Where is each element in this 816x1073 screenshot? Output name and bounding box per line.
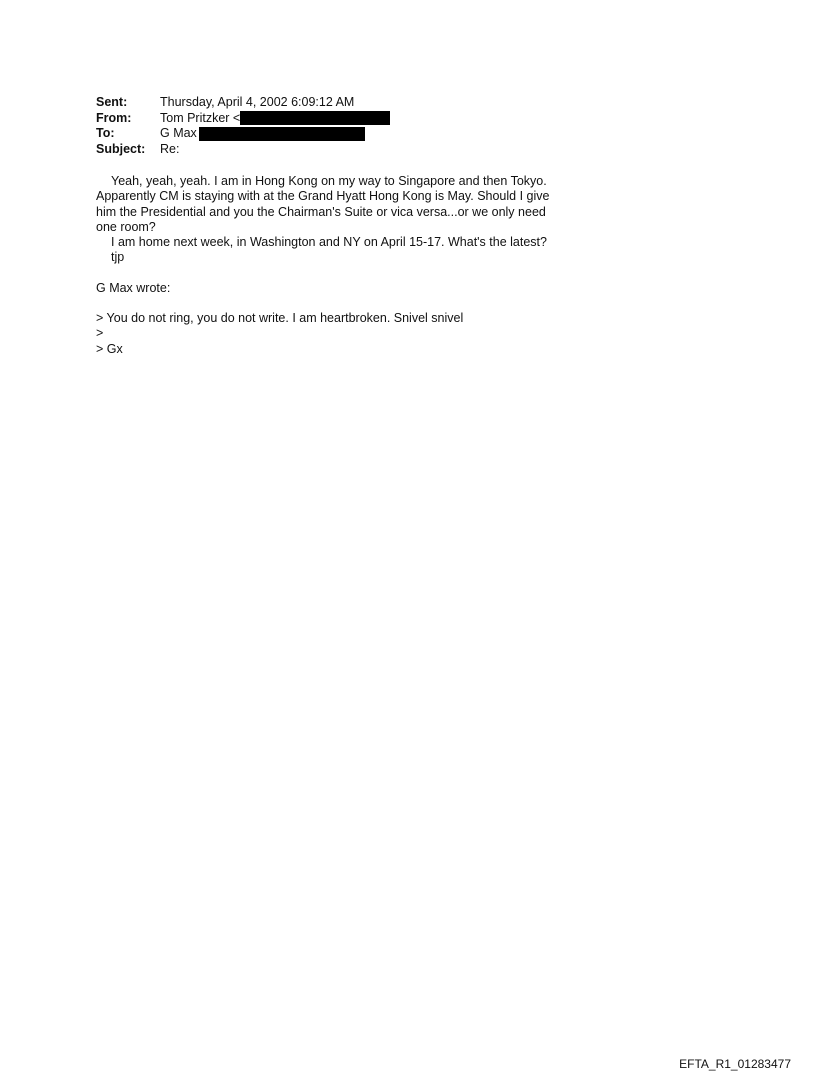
subject-value: Re: xyxy=(160,141,180,156)
quoted-line: > xyxy=(96,326,104,341)
from-label: From: xyxy=(96,110,132,125)
email-body xyxy=(96,174,566,357)
body-paragraph-1: Yeah, yeah, yeah. I am in Hong Kong on my way to Singapore and then Tokyo. Apparently CM is staying with at the Grand Hyatt Hong Kong is May. Should I give him the Presidential and you the Chairman's Suite or vica versa...or we only need one room? xyxy=(96,174,550,234)
spacer xyxy=(96,266,566,281)
document-id: EFTA_R1_01283477 xyxy=(679,1057,791,1071)
subject-row xyxy=(96,142,390,158)
from-value-wrap xyxy=(160,111,390,127)
quote-intro: G Max wrote: xyxy=(96,280,171,295)
subject-label: Subject: xyxy=(96,141,146,156)
to-row xyxy=(96,126,390,142)
sent-value: Thursday, April 4, 2002 6:09:12 AM xyxy=(160,95,355,109)
sent-row xyxy=(96,95,390,111)
sent-label: Sent: xyxy=(96,95,128,109)
quoted-line: > Gx xyxy=(96,341,123,356)
quoted-line: > You do not ring, you do not write. I am heartbroken. Snivel snivel xyxy=(96,311,464,326)
redaction-block xyxy=(240,111,390,125)
spacer xyxy=(96,296,566,311)
from-value: Tom Pritzker < xyxy=(160,110,241,125)
to-value: G Max xyxy=(160,126,197,140)
email-header xyxy=(96,95,390,157)
signature: tjp xyxy=(111,250,125,265)
from-row xyxy=(96,111,390,127)
redaction-block xyxy=(199,127,365,141)
to-value-wrap xyxy=(160,126,365,142)
to-label: To: xyxy=(96,126,115,140)
body-paragraph-2: I am home next week, in Washington and NY on April 15-17. What's the latest? xyxy=(111,235,547,250)
